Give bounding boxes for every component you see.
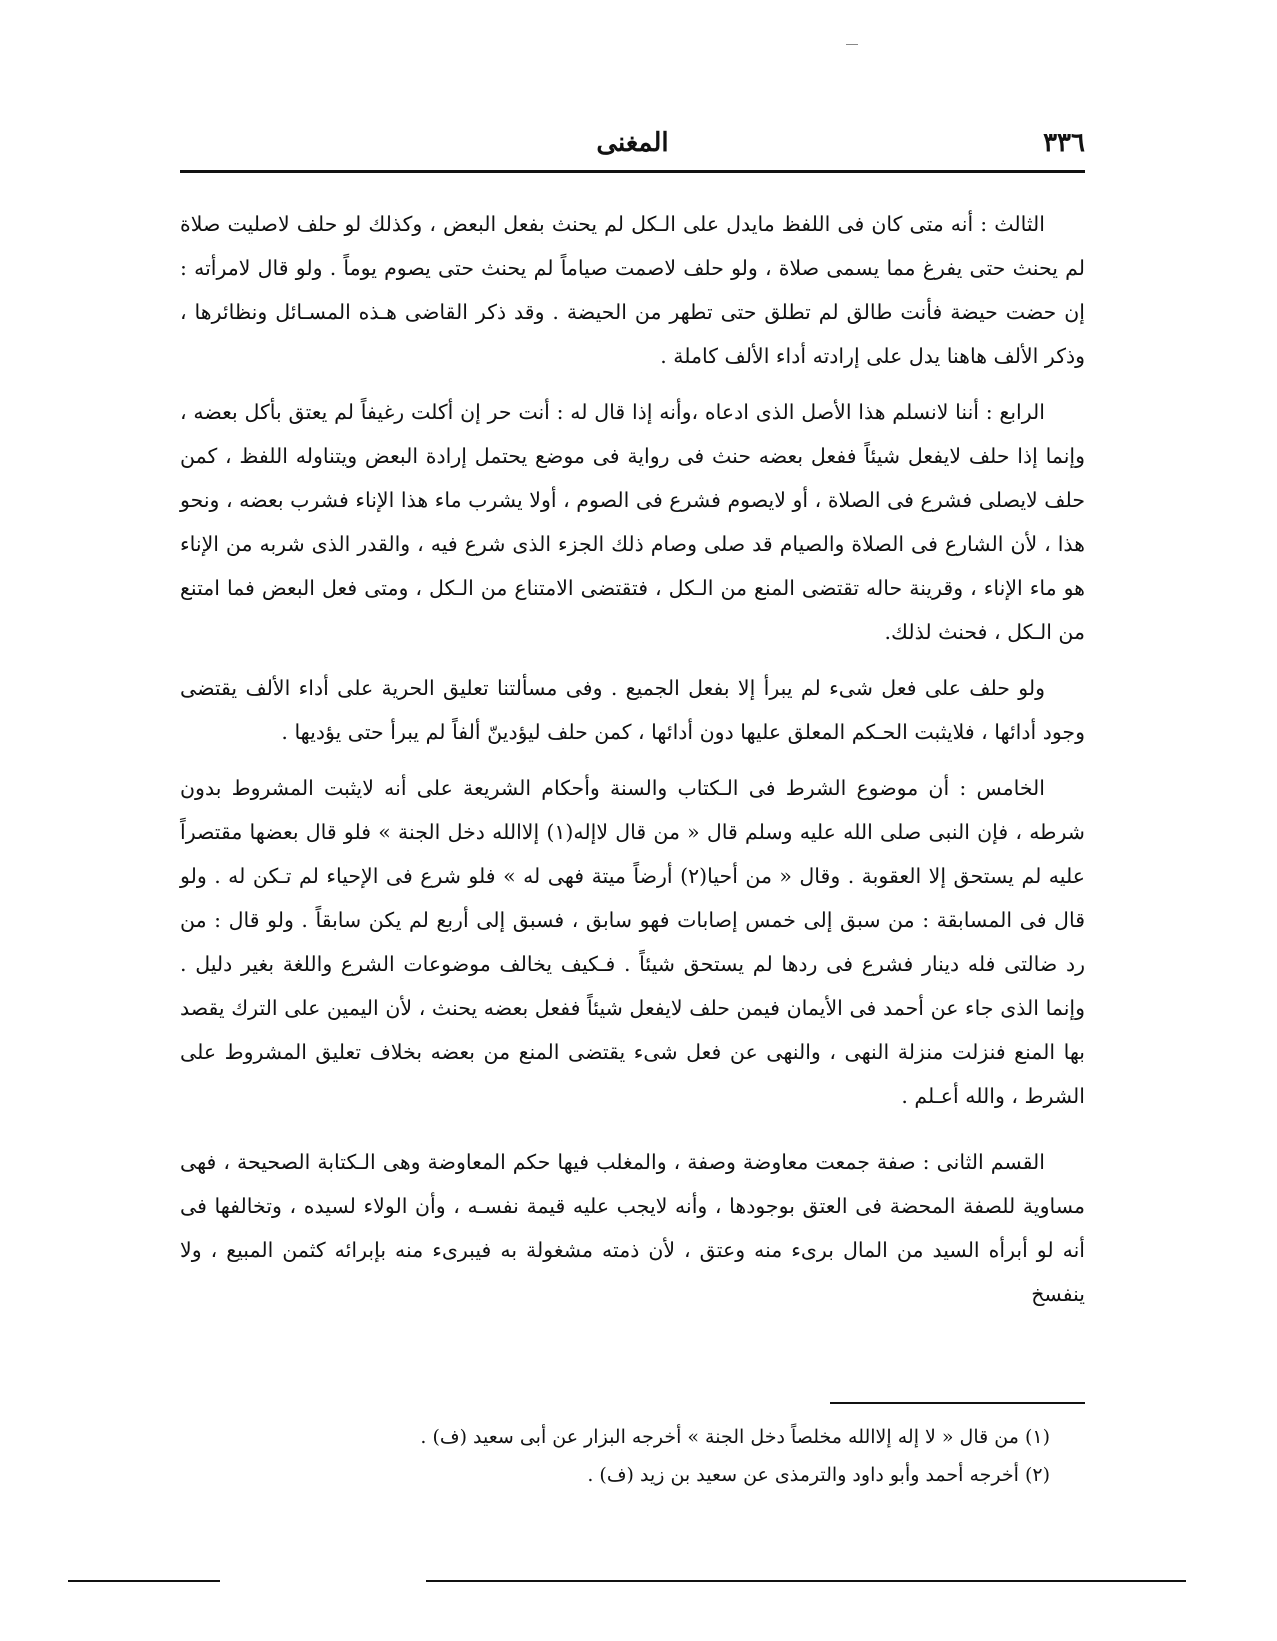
paragraph-fifth: الخامس : أن موضوع الشرط فى الـكتاب والسنة وأحكام الشريعة على أنه لايثبت المشروط بدون شرطه ، فإن النبى صلى الله عليه وسلم قال « من قال لاإله(١) إلاالله دخل الجنة » فلو قال بعضها مقتصراً عليه لم يستحق إلا العقوبة . وقال « من أحيا(٢) أرضاً ميتة فهى له » فلو شرع فى الإحياء لم تـكن له . ولو قال فى المسابقة : من سبق إلى خمس إصابات فهو سابق ، فسبق إلى أربع لم يكن سابقاً . ولو قال : من رد ضالتى فله دينار فشرع فى ردها لم يستحق شيئاً . فـكيف يخالف موضوعات الشرع واللغة بغير دليل . وإنما الذى جاء عن أحمد فى الأيمان فيمن حلف لايفعل شيئاً ففعل بعضه يحنث ، لأن اليمين على الترك يقصد بها المنع فنزلت منزلة النهى ، والنهى عن فعل شىء يقتضى المنع من بعضه بخلاف تعليق المشروط على الشرط ، والله أعـلم . <box>180 776 1085 1108</box>
footnotes <box>180 1418 1050 1494</box>
footnote-rule <box>830 1402 1085 1404</box>
running-title: المغنى <box>596 128 669 158</box>
page-number: ٣٣٦ <box>1043 128 1085 158</box>
page-header <box>180 128 1085 168</box>
header-rule <box>180 170 1085 173</box>
footnote-1: (١) من قال « لا إله إلاالله مخلصاً دخل الجنة » أخرجه البزار عن أبى سعيد (ف) . <box>420 1426 1050 1448</box>
body-text <box>180 202 1085 1328</box>
paragraph-second-section: القسم الثانى : صفة جمعت معاوضة وصفة ، والمغلب فيها حكم المعاوضة وهى الـكتابة الصحيحة ، فهى مساوية للصفة المحضة فى العتق بوجودها ، وأنه لايجب عليه قيمة نفسـه ، وأن الولاء لسيده ، وتخالفها فى أنه لو أبرأه السيد من المال برىء منه وعتق ، لأن ذمته مشغولة به فيبرىء منه بإبرائه كثمن المبيع ، ولا ينفسخ <box>180 1150 1085 1306</box>
footnote-2: (٢) أخرجه أحمد وأبو داود والترمذى عن سعيد بن زيد (ف) . <box>587 1464 1050 1486</box>
bottom-rule-left <box>68 1580 220 1582</box>
paragraph-fourth: الرابع : أننا لانسلم هذا الأصل الذى ادعاه ،وأنه إذا قال له : أنت حر إن أكلت رغيفاً لم يعتق بأكل بعضه ، وإنما إذا حلف لايفعل شيئاً ففعل بعضه حنث فى رواية فى موضع يحتمل إرادة البعض ويتناوله اللفظ ، كمن حلف لايصلى فشرع فى الصلاة ، أو لايصوم فشرع فى الصوم ، أولا يشرب ماء هذا الإناء فشرب بعضه ، ونحو هذا ، لأن الشارع فى الصلاة والصيام قد صلى وصام ذلك الجزء الذى شرع فيه ، والقدر الذى شربه من الإناء هو ماء الإناء ، وقرينة حاله تقتضى المنع من الـكل ، فتقتضى الامتناع من الـكل ، ومتى فعل البعض فما امتنع من الـكل ، فحنث لذلك. <box>180 400 1085 644</box>
paragraph-oath: ولو حلف على فعل شىء لم يبرأ إلا بفعل الجميع . وفى مسألتنا تعليق الحرية على أداء الألف يقتضى وجود أدائها ، فلايثبت الحـكم المعلق عليها دون أدائها ، كمن حلف ليؤدينّ ألفاً لم يبرأ حتى يؤديها . <box>180 676 1085 744</box>
scan-speck <box>846 44 858 45</box>
bottom-rule-right <box>426 1580 1186 1582</box>
paragraph-third: الثالث : أنه متى كان فى اللفظ مايدل على الـكل لم يحنث بفعل البعض ، وكذلك لو حلف لاصليت صلاة لم يحنث حتى يفرغ مما يسمى صلاة ، ولو حلف لاصمت صياماً لم يحنث حتى يصوم يوماً . ولو قال لامرأته : إن حضت حيضة فأنت طالق لم تطلق حتى تطهر من الحيضة . وقد ذكر القاضى هـذه المسـائل ونظائرها ، وذكر الألف هاهنا يدل على إرادته أداء الألف كاملة . <box>180 212 1085 368</box>
